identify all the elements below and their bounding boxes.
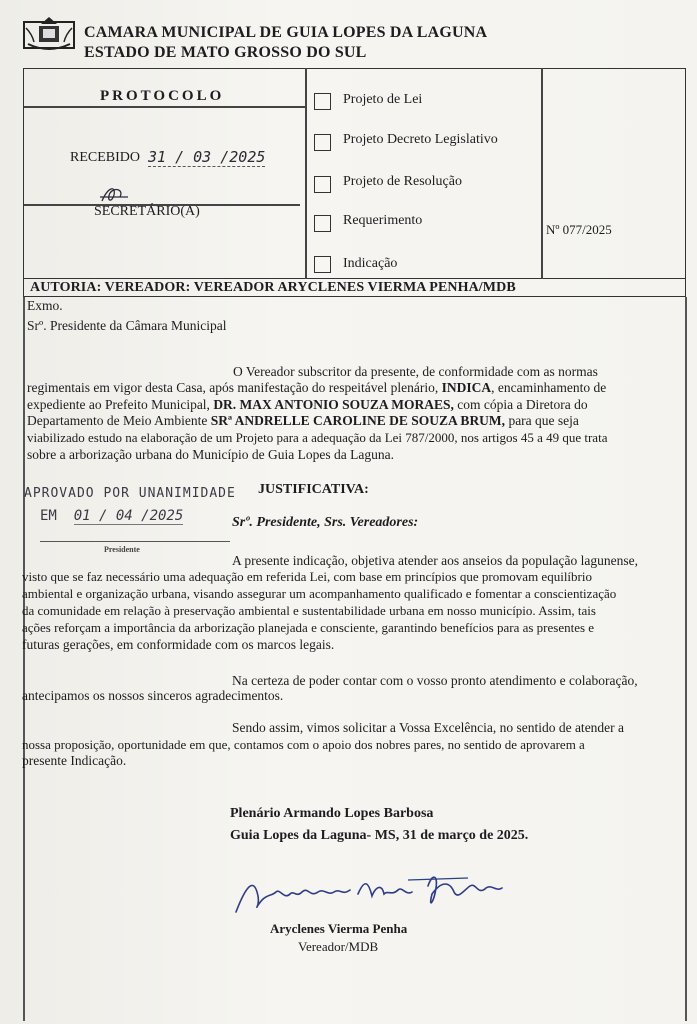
paragraph-line: da comunidade em relação à preservação ambiental e sustentabilidade urbana em nosso município. Assim, tais: [22, 603, 596, 618]
autoria-text: AUTORIA: VEREADOR: VEREADOR ARYCLENES VIERMA PENHA/MDB: [30, 280, 516, 295]
paragraph-line: O Vereador subscritor da presente, de conformidade com as normas: [233, 364, 598, 379]
signer-name: Aryclenes Vierma Penha: [270, 921, 408, 936]
approval-stamp: APROVADO POR UNANIMIDADE: [24, 486, 236, 501]
paragraph-line: viabilizado estudo na elaboração de um Projeto para a adequação da Lei 787/2000, nos artigos 45 a 49 que trata: [27, 430, 608, 445]
stamp-date-value: 01 / 04 /2025: [73, 508, 184, 524]
checkbox-indicacao[interactable]: [314, 256, 331, 273]
protocol-number: Nº 077/2025: [546, 222, 612, 237]
checkbox-projeto-decreto-legislativo[interactable]: [314, 134, 331, 151]
text-run-bold: DR. MAX ANTONIO SOUZA MORAES,: [213, 397, 454, 412]
paragraph-line: A presente indicação, objetiva atender aos anseios da população lagunense,: [232, 553, 638, 568]
paragraph-line: Sendo assim, vimos solicitar a Vossa Excelência, no sentido de atender a: [232, 720, 625, 735]
option-label: Indicação: [343, 256, 398, 271]
border-right: [685, 297, 687, 1021]
paragraph-line: nossa proposição, oportunidade em que, contamos com o apoio dos nobres pares, no sentido de aprovarem a: [22, 737, 585, 752]
text-run: Departamento de Meio Ambiente: [27, 413, 208, 428]
text-run-bold: INDICA: [441, 380, 492, 395]
paragraph-line: futuras gerações, em conformidade com os marcos legais.: [22, 637, 335, 652]
text-run: para que seja: [508, 413, 579, 428]
paragraph-line: presente Indicação.: [22, 753, 127, 768]
paragraph-line: visto que se faz necessário uma adequação em referida Lei, com base em princípios que promovam equilíbrio: [22, 569, 592, 584]
secretary-label: SECRETÁRIO(A): [94, 204, 200, 219]
paragraph-line: [27, 380, 606, 396]
municipal-crest-icon: [22, 14, 76, 54]
paragraph-line: ações reforçam a importância da arborização planejada e consciente, garantindo benefícios para as presentes e: [22, 620, 595, 635]
stamp-signature-line: [40, 541, 230, 542]
salutation-line: Srº. Presidente da Câmara Municipal: [27, 318, 227, 333]
approval-date: [40, 508, 183, 524]
received-date: 31 / 03 /2025: [148, 148, 266, 166]
header-subtitle: ESTADO DE MATO GROSSO DO SUL: [84, 44, 367, 61]
option-label: Requerimento: [343, 213, 423, 228]
paragraph-line: sobre a arborização urbana do Município de Guia Lopes da Laguna.: [27, 447, 394, 462]
received-label: RECEBIDO: [70, 150, 140, 165]
paragraph-line: [27, 397, 588, 413]
signer-role: Vereador/MDB: [298, 939, 379, 954]
justification-greeting: Srº. Presidente, Srs. Vereadores:: [232, 515, 419, 530]
stamp-role: Presidente: [104, 545, 140, 554]
salutation-line: Exmo.: [27, 298, 63, 313]
text-run: , encaminhamento de: [491, 380, 607, 395]
stamp-em-label: EM: [40, 508, 57, 524]
checkbox-projeto-de-lei[interactable]: [314, 93, 331, 110]
divider: [541, 68, 543, 279]
option-label: Projeto de Resolução: [343, 174, 462, 189]
divider: [24, 106, 306, 108]
checkbox-requerimento[interactable]: [314, 215, 331, 232]
border-left: [23, 297, 25, 1021]
divider: [305, 68, 307, 279]
option-label: Projeto Decreto Legislativo: [343, 132, 498, 147]
checkbox-projeto-de-resolucao[interactable]: [314, 176, 331, 193]
secretary-signature-icon: [98, 183, 138, 205]
closing-date: Guia Lopes da Laguna- MS, 31 de março de 2025.: [230, 828, 529, 843]
option-label: Projeto de Lei: [343, 92, 423, 107]
justification-title: JUSTIFICATIVA:: [258, 482, 369, 497]
handwritten-signature-icon: [232, 866, 522, 922]
paragraph-line: antecipamos os nossos sinceros agradecimentos.: [22, 688, 284, 703]
text-run: com cópia a Diretora do: [457, 397, 588, 412]
paragraph-line: [27, 413, 579, 429]
protocol-title: PROTOCOLO: [100, 88, 225, 104]
paragraph-line: ambiental e organização urbana, visando assegurar um acompanhamento qualificado e fomentar a conscientização: [22, 586, 617, 601]
text-run-bold: SRª ANDRELLE CAROLINE DE SOUZA BRUM,: [210, 413, 506, 428]
header-title: CAMARA MUNICIPAL DE GUIA LOPES DA LAGUNA: [84, 24, 488, 41]
paragraph-line: Na certeza de poder contar com o vosso pronto atendimento e colaboração,: [232, 673, 638, 688]
text-run: expediente ao Prefeito Municipal,: [27, 397, 210, 412]
text-run: regimentais em vigor desta Casa, após manifestação do respeitável plenário,: [27, 380, 439, 395]
closing-place: Plenário Armando Lopes Barbosa: [230, 806, 434, 821]
